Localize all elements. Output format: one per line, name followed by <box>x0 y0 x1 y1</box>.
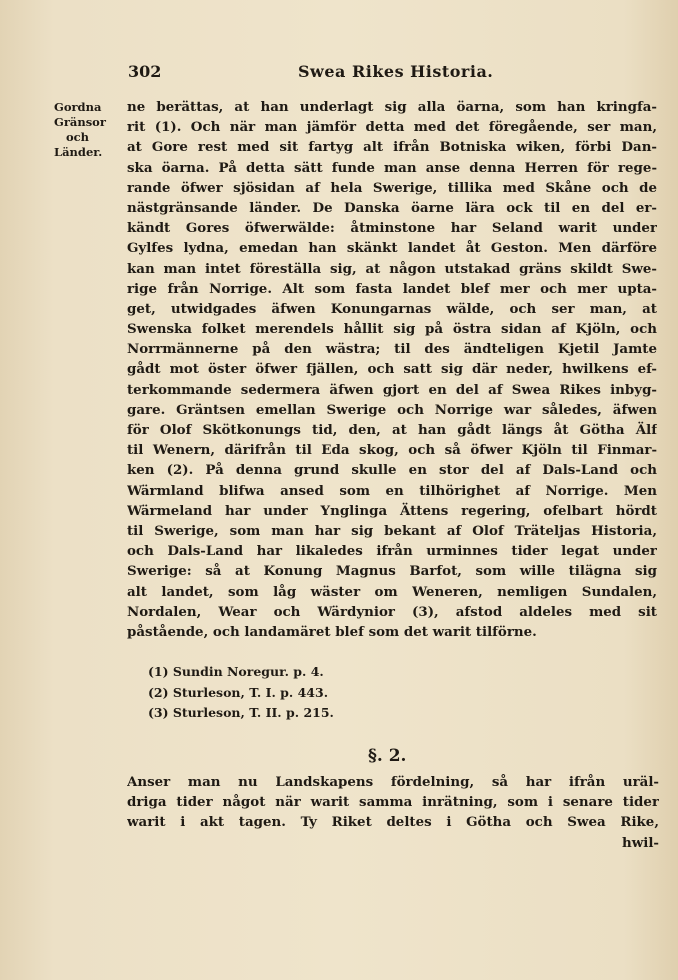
text-line: för Olof Skötkonungs tid, den, at han gådt längs åt Götha Älf <box>127 422 657 438</box>
text-line: rit (1). Och när man jämför detta med det föregående, ser man, <box>127 119 657 136</box>
section-text <box>127 772 659 853</box>
text-line: Swenska folket merendels hållit sig på östra sidan af Kjöln, och <box>127 321 657 338</box>
text-line: get, utwidgades äfwen Konungarnas wälde, och ser man, at <box>127 300 657 317</box>
margin-note-line: Gordna <box>54 100 102 114</box>
text-line: gådt mot öster öfwer fjällen, och satt sig där neder, hwilkens ef- <box>127 361 657 378</box>
text-line: Gylfes lydna, emedan han skänkt landet åt Geston. Men därföre <box>127 240 657 257</box>
text-line: kändt Gores öfwerwälde: åtminstone har Seland warit under <box>127 220 657 237</box>
text-line: til Wenern, därifrån til Eda skog, och så öfwer Kjöln til Finmar- <box>127 442 657 459</box>
text-line: och Dals-Land har likaledes ifrån urminnes tider legat under <box>127 543 657 560</box>
text-line: til Swerige, som man har sig bekant af Olof Träteljas Historia, <box>127 522 657 539</box>
text-line: ska öarna. På detta sätt funde man anse denna Herren för rege- <box>127 159 657 176</box>
text-line: nästgränsande länder. De Danska öarne lära ock til en del er- <box>127 199 657 216</box>
margin-note-line: Gränsor <box>54 115 106 129</box>
text-line: rande öfwer sjösidan af hela Swerige, tillika med Skåne och de <box>127 179 657 196</box>
margin-note-line: Länder. <box>54 145 103 159</box>
text-line: gare. Gräntsen emellan Swerige och Norrige war således, äfwen <box>127 401 657 418</box>
text-line: Wärmeland har under Ynglinga Ättens regering, ofelbart hördt <box>127 502 657 519</box>
text-line: hwil- <box>622 834 659 851</box>
text-line: driga tider något när warit samma inrätning, som i senare tider <box>127 794 659 811</box>
text-line: Norrmännerne på den wästra; til des ändteligen Kjetil Jamte <box>127 341 657 358</box>
text-line: terkommande sedermera äfwen gjort en del af Swea Rikes inbyg- <box>127 381 657 398</box>
text-line: påstående, och landamäret blef som det warit tilförne. <box>127 623 537 640</box>
text-line: rige från Norrige. Alt som fasta landet blef mer och mer upta- <box>127 280 657 297</box>
text-line: alt landet, som låg wäster om Weneren, nemligen Sundalen, <box>127 583 657 600</box>
section-mark: §. 2. <box>368 746 407 766</box>
running-title: Swea Rikes Historia. <box>298 62 494 81</box>
margin-note-line: och <box>66 130 90 144</box>
text-line: Anser man nu Landskapens fördelning, så har ifrån uräl- <box>127 774 659 790</box>
footnote: (1) Sundin Noregur. p. 4. <box>148 664 324 679</box>
footnotes <box>148 662 448 724</box>
text-line: Nordalen, Wear och Wärdynior (3), afstod aldeles med sit <box>127 603 657 620</box>
text-line: Wärmland blifwa ansed som en tilhörighet af Norrige. Men <box>127 482 657 499</box>
text-line: ken (2). På denna grund skulle en stor del af Dals-Land och <box>127 462 657 479</box>
text-line: Swerige: så at Konung Magnus Barfot, som wille tilägna sig <box>127 563 657 580</box>
footnote: (2) Sturleson, T. I. p. 443. <box>148 684 329 700</box>
text-line: ne berättas, at han underlagt sig alla öarna, som han kringfa- <box>127 99 657 115</box>
running-head <box>128 62 548 84</box>
footnote: (3) Sturleson, T. II. p. 215. <box>148 705 334 720</box>
text-line: kan man intet föreställa sig, at någon utstakad gräns skildt Swe- <box>127 260 657 277</box>
body-text <box>127 97 657 642</box>
margin-note <box>54 100 126 160</box>
text-line: warit i akt tagen. Ty Riket deltes i Götha och Swea Rike, <box>127 814 659 831</box>
text-line: at Gore rest med sit fartyg alt ifrån Botniska wiken, förbi Dan- <box>127 139 657 156</box>
page-number: 302 <box>128 62 162 81</box>
